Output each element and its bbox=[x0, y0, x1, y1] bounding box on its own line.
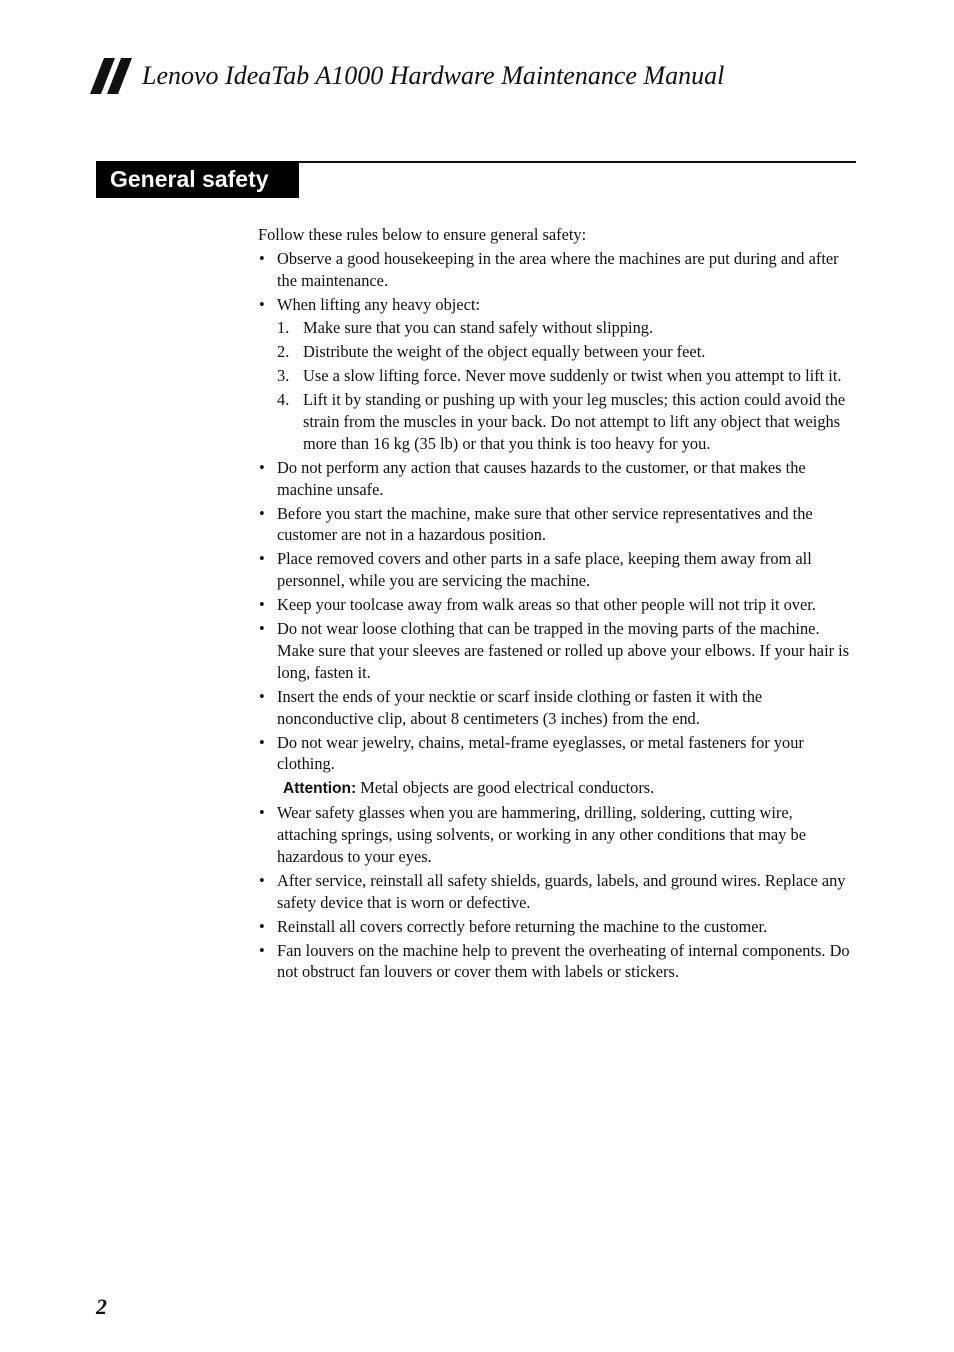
safety-rules-list bbox=[258, 248, 856, 775]
section-title: General safety bbox=[96, 161, 299, 198]
step-item bbox=[277, 317, 856, 339]
step-item bbox=[277, 341, 856, 363]
double-slash-icon bbox=[90, 58, 134, 94]
list-item: • Do not wear loose clothing that can be trapped in the moving parts of the machine. Make sure that your sleeves are fastened or rolled up above your elbows. If your hair is long, fasten it. bbox=[258, 618, 856, 683]
step-number: 4. bbox=[277, 390, 290, 410]
lifting-label: When lifting any heavy object: bbox=[277, 294, 480, 314]
lifting-steps bbox=[277, 317, 856, 454]
list-item-text: Do not wear jewelry, chains, metal-frame eyeglasses, or metal fasteners for your clothing. bbox=[277, 732, 804, 774]
list-item: • Do not perform any action that causes hazards to the customer, or that makes the machine unsafe. bbox=[258, 457, 856, 501]
safety-rules-list-continued bbox=[258, 802, 856, 983]
list-item: • Before you start the machine, make sure that other service representatives and the customer are not in a hazardous position. bbox=[258, 503, 856, 547]
step-number: 2. bbox=[277, 342, 290, 362]
page-header bbox=[90, 58, 724, 94]
step-text: Lift it by standing or pushing up with your leg muscles; this action could avoid the strain from the muscles in your back. Do not attempt to lift any object that weighs more than 16 kg (35 lb) or that you think is too heavy for you. bbox=[303, 390, 846, 453]
attention-text: Metal objects are good electrical conductors. bbox=[360, 778, 655, 798]
step-text: Make sure that you can stand safely without slipping. bbox=[303, 318, 654, 338]
list-item-lifting bbox=[258, 294, 856, 455]
document-title: Lenovo IdeaTab A1000 Hardware Maintenance Manual bbox=[142, 61, 725, 90]
list-item: • After service, reinstall all safety shields, guards, labels, and ground wires. Replace any safety device that is worn or defective. bbox=[258, 870, 856, 914]
intro-text: Follow these rules below to ensure general safety: bbox=[258, 225, 587, 244]
list-item-jewelry bbox=[258, 732, 856, 776]
content-body bbox=[258, 224, 856, 985]
list-item: • Place removed covers and other parts in a safe place, keeping them away from all personnel, while you are servicing the machine. bbox=[258, 548, 856, 592]
list-item: • Fan louvers on the machine help to prevent the overheating of internal components. Do not obstruct fan louvers or cover them with labels or stickers. bbox=[258, 940, 856, 984]
step-item bbox=[277, 365, 856, 387]
page-number: 2 bbox=[96, 1294, 107, 1319]
step-text: Use a slow lifting force. Never move suddenly or twist when you attempt to lift it. bbox=[303, 366, 842, 386]
attention-label: Attention: bbox=[283, 780, 357, 798]
step-number: 1. bbox=[277, 318, 290, 338]
list-item: • Wear safety glasses when you are hammering, drilling, soldering, cutting wire, attaching springs, using solvents, or working in any other conditions that may be hazardous to your eyes. bbox=[258, 802, 856, 867]
list-item: • Keep your toolcase away from walk areas so that other people will not trip it over. bbox=[258, 594, 856, 616]
step-number: 3. bbox=[277, 366, 290, 386]
list-item: • Reinstall all covers correctly before returning the machine to the customer. bbox=[258, 916, 856, 938]
step-item bbox=[277, 389, 856, 454]
list-item: • Insert the ends of your necktie or scarf inside clothing or fasten it with the nonconductive clip, about 8 centimeters (3 inches) from the end. bbox=[258, 686, 856, 730]
step-text: Distribute the weight of the object equally between your feet. bbox=[303, 342, 706, 362]
attention-note bbox=[283, 777, 856, 800]
list-item: • Observe a good housekeeping in the area where the machines are put during and after the maintenance. bbox=[258, 248, 856, 292]
